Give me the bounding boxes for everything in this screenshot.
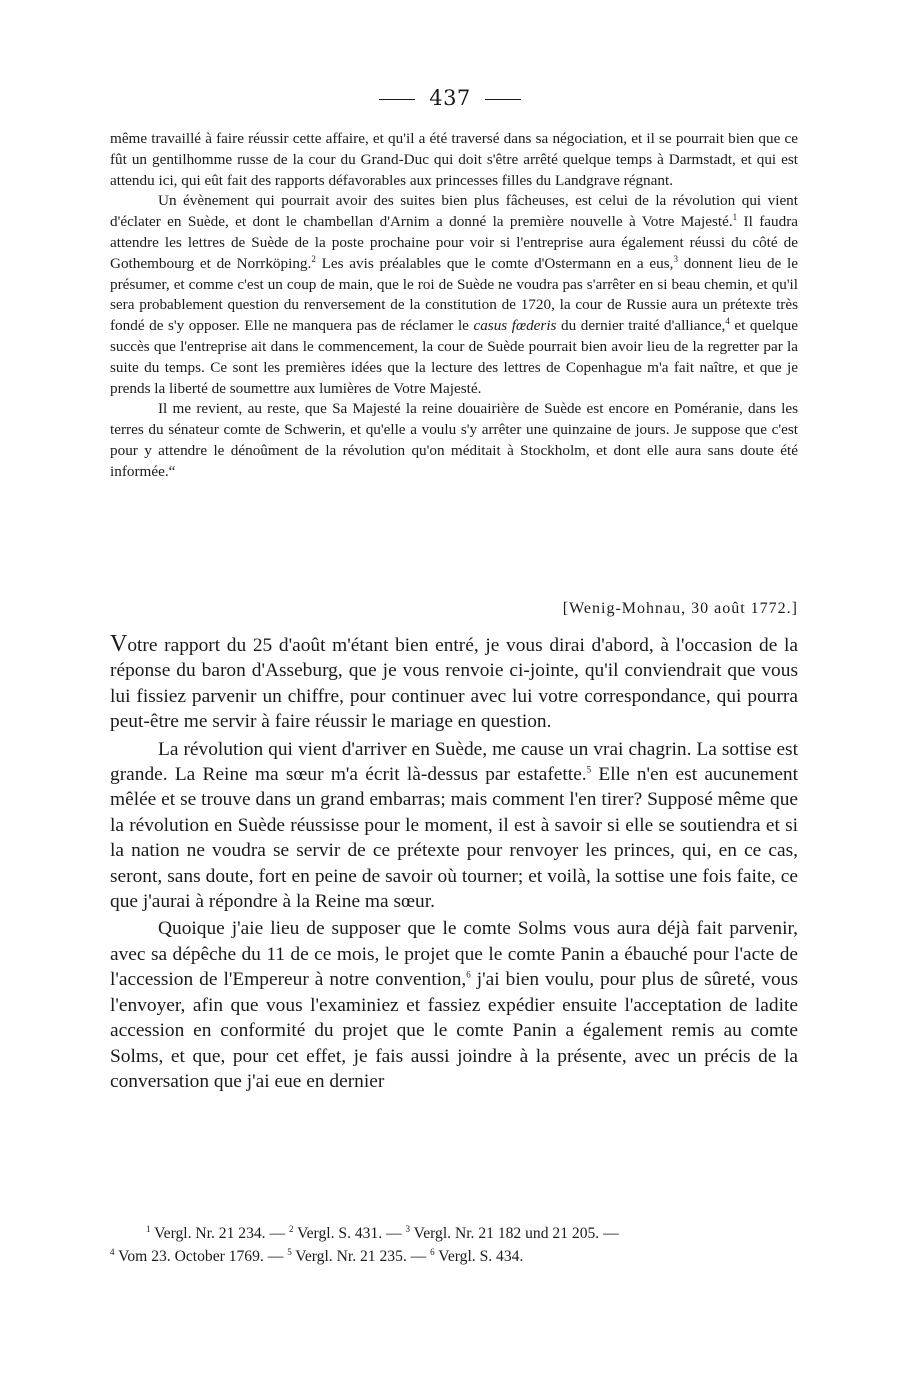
footnote-line: $^4$ Vom 23. October 1769. — $^5$ Vergl. Nr. 21 235. — $^6$ Vergl. S. 434. xyxy=(110,1246,524,1265)
footnotes xyxy=(110,1222,798,1268)
header-rule-right xyxy=(485,99,521,100)
latin-phrase: casus fœderis xyxy=(473,317,557,335)
reply-paragraph: Quoique j'aie lieu de supposer que le comte Solms vous aura déjà fait parvenir, avec sa dépêche du 11 de ce mois, le projet que le comte Panin a ébauché pour l'acte de l'accession de l'Empereur à notre convention,$^6$ j'ai bien voulu, pour plus de sûreté, vous l'envoyer, afin que vous l'examiniez et fassiez expédier ensuite l'acceptation de ladite accession en conformité du projet que le comte Panin a également remis au comte Solms, et que, pour cet effet, je fais aussi joindre à la présente, avec un précis de la conversation que j'ai eue en dernier xyxy=(110,918,798,1092)
footnote-ref: 1 xyxy=(732,212,738,223)
reply-paragraph: La révolution qui vient d'arriver en Suède, me cause un vrai chagrin. La sottise est grande. La Reine ma sœur m'a écrit là-dessus par estafette.$^5$ Elle n'en est aucunement mêlée et se trouve dans un grand embarras; mais comment l'en tirer? Supposé même que la révolution en Suède réussisse pour le moment, il est à savoir si elle se soutiendra et si la nation ne voudra se servir de ce prétexte pour renvoyer les princes, qui, en ce cas, seront, sans doute, fort en peine de savoir où tourner; et voilà, la sottise une fois faite, ce que j'aurai à répondre à la Reine ma sœur. xyxy=(110,738,799,913)
page-number: 437 xyxy=(429,86,471,110)
dateline: [Wenig-Mohnau, 30 août 1772.] xyxy=(562,600,798,617)
reply-paragraph: Votre rapport du 25 d'août m'étant bien entré, je vous dirai d'abord, à l'occasion de la réponse du baron d'Asseburg, que je vous renvoie ci-jointe, qu'il conviendrait que vous lui fissiez parvenir un chiffre, pour continuer avec lui votre correspondance, qui pourra peut-être me servir à faire réussir le mariage en question. xyxy=(110,631,798,733)
footnote-ref: 6 xyxy=(466,969,471,980)
margin-mark xyxy=(244,600,246,612)
footnote-line: $^1$ Vergl. Nr. 21 234. — $^2$ Vergl. S. 431. — $^3$ Vergl. Nr. 21 182 und 21 205. — xyxy=(146,1223,619,1242)
page-header xyxy=(0,86,900,110)
reply-text xyxy=(110,632,798,1094)
footnote-ref: 4 xyxy=(725,316,730,327)
letter-paragraph: même travaillé à faire réussir cette affaire, et qu'il a été traversé dans sa négociation, et il se pourrait bien que ce fût un gentilhomme russe de la cour du Grand-Duc qui doit s'être arrêté quelque temps à Darmstadt, et qui est attendu ici, qui eût fait des rapports défavorables aux princesses filles du Landgrave régnant. xyxy=(110,130,798,189)
footnote-ref: 5 xyxy=(586,764,592,775)
header-rule-left xyxy=(379,99,415,100)
footnote-ref: 3 xyxy=(673,253,678,264)
letter-continuation xyxy=(110,129,798,483)
letter-paragraph: Il me revient, au reste, que Sa Majesté la reine douairière de Suède est encore en Poméranie, dans les terres du sénateur comte de Schwerin, et qu'elle a voulu s'y arrêter une quinzaine de jours. Je suppose que c'est pour y attendre le dénoûment de la révolution qu'on méditait à Stockholm, et dont elle aura sans doute été informée.“ xyxy=(110,400,798,480)
letter-paragraph: Un évènement qui pourrait avoir des suites bien plus fâcheuses, est celui de la révolution qui vient d'éclater en Suède, et dont le chambellan d'Arnim a donné la première nouvelle à Votre Majesté.$^1$ Il faudra attendre les lettres de Suède de la poste prochaine pour voir si l'entreprise aura également réussi du côté de Gothembourg et de Norrköping.$^2$ Les avis préalables que le comte d'Ostermann en a eus,$^3$ donnent lieu de le présumer, et comme c'est un coup de main, que le roi de Suède ne voudra pas s'arrêter en si beau chemin, et qu'il sera probablement question du renversement de la constitution de 1720, la cour de Russie aura un prétexte très fondé de s'y opposer. Elle ne manquera pas de réclamer le casus fœderis du dernier traité d'alliance,$^4$ et quelque succès que l'entreprise ait dans le commencement, la cour de Suède pourrait bien avoir lieu de la regretter par la suite du temps. Ce sont les premières idées que la lecture des lettres de Copenhague m'a fait naître, et que je prends la liberté de soumettre aux lumières de Votre Majesté. xyxy=(110,192,799,397)
footnote-ref: 2 xyxy=(311,253,316,264)
